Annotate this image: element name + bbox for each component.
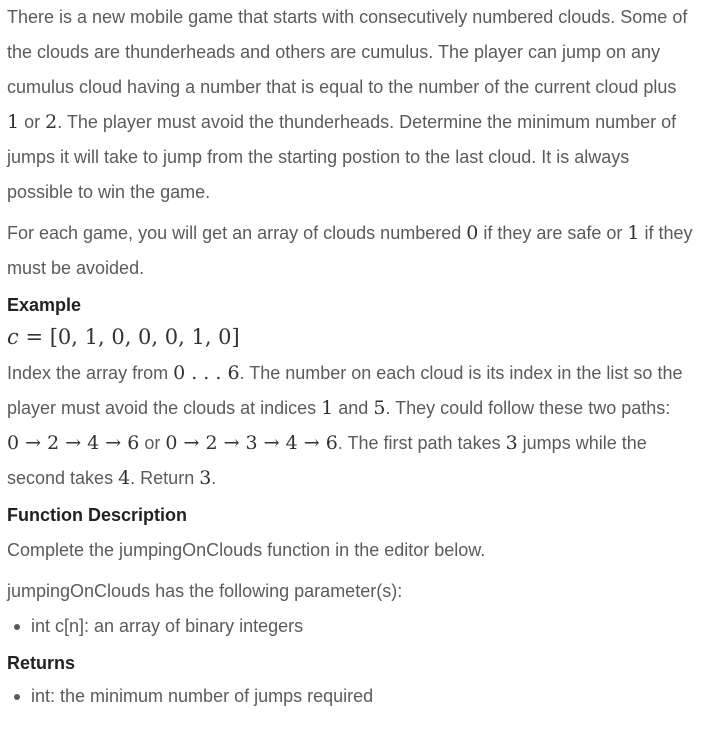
- explain-a1: Index the array from: [7, 363, 174, 383]
- explain-c3: jumps while the: [517, 433, 647, 453]
- intro-line-1: There is a new mobile game that starts with consecutively numbered clouds. Some of: [7, 7, 688, 27]
- intro-line-2: the clouds are thunderheads and others are cumulus. The player can jump on any: [7, 42, 661, 62]
- parameter-text: int c[n]: an array of binary integers: [31, 616, 304, 636]
- array-text-post: if they: [639, 223, 693, 243]
- explain-d3: .: [211, 468, 217, 488]
- intro-line-5: jumps it will take to jump from the starting postion to the last cloud. It is always: [7, 147, 630, 167]
- returns-list: [7, 679, 703, 714]
- array-text-line-2: must be avoided.: [7, 258, 145, 278]
- math-one-b: 1: [627, 222, 640, 244]
- returns-text: int: the minimum number of jumps required: [31, 686, 374, 706]
- intro-line-3: cumulus cloud having a number that is equal to the number of the current cloud plus: [7, 77, 677, 97]
- math-three-b: 3: [199, 467, 212, 489]
- function-description-line-1: Complete the jumpingOnClouds function in the editor below.: [7, 540, 486, 560]
- math-index-1: 1: [321, 397, 334, 419]
- function-description-text: [7, 533, 703, 568]
- explain-or: or: [139, 433, 166, 453]
- intro-line-4-rest: . The player must avoid the thunderheads. Determine the minimum number of: [57, 112, 677, 132]
- math-one: 1: [7, 111, 20, 133]
- example-equation: [7, 320, 703, 354]
- parameters-intro: [7, 574, 703, 609]
- array-paragraph: [7, 216, 703, 286]
- explain-b2: and: [333, 398, 374, 418]
- list-item: [31, 679, 703, 714]
- explain-b3: . They could follow these two paths:: [385, 398, 671, 418]
- parameters-intro-text: jumpingOnClouds has the following parameter(s):: [7, 581, 403, 601]
- math-path-1: 0 → 2 → 4 → 6: [7, 432, 140, 454]
- math-zero: 0: [466, 222, 479, 244]
- example-heading: Example: [7, 295, 82, 315]
- explanation-paragraph: [7, 356, 703, 496]
- explain-b1: player must avoid the clouds at indices: [7, 398, 322, 418]
- or-text: or: [19, 112, 46, 132]
- math-four: 4: [118, 467, 131, 489]
- intro-paragraph: [7, 0, 703, 210]
- intro-line-6: possible to win the game.: [7, 182, 211, 202]
- explain-c2: . The first path takes: [337, 433, 506, 453]
- explain-a2: . The number on each cloud is its index in the list so the: [239, 363, 683, 383]
- returns-heading: Returns: [7, 653, 76, 673]
- array-text-pre: For each game, you will get an array of clouds numbered: [7, 223, 467, 243]
- math-path-2: 0 → 2 → 3 → 4 → 6: [165, 432, 338, 454]
- example-var: c: [7, 325, 19, 349]
- array-text-mid: if they are safe or: [478, 223, 628, 243]
- math-two: 2: [45, 111, 58, 133]
- function-description-heading: Function Description: [7, 505, 187, 525]
- math-range: 0 . . . 6: [173, 362, 240, 384]
- parameter-list: [7, 609, 703, 644]
- math-three: 3: [505, 432, 518, 454]
- example-array: = [0, 1, 0, 0, 0, 1, 0]: [18, 325, 240, 349]
- explain-d2: . Return: [130, 468, 200, 488]
- math-index-5: 5: [373, 397, 386, 419]
- explain-d1: second takes: [7, 468, 119, 488]
- list-item: [31, 609, 703, 644]
